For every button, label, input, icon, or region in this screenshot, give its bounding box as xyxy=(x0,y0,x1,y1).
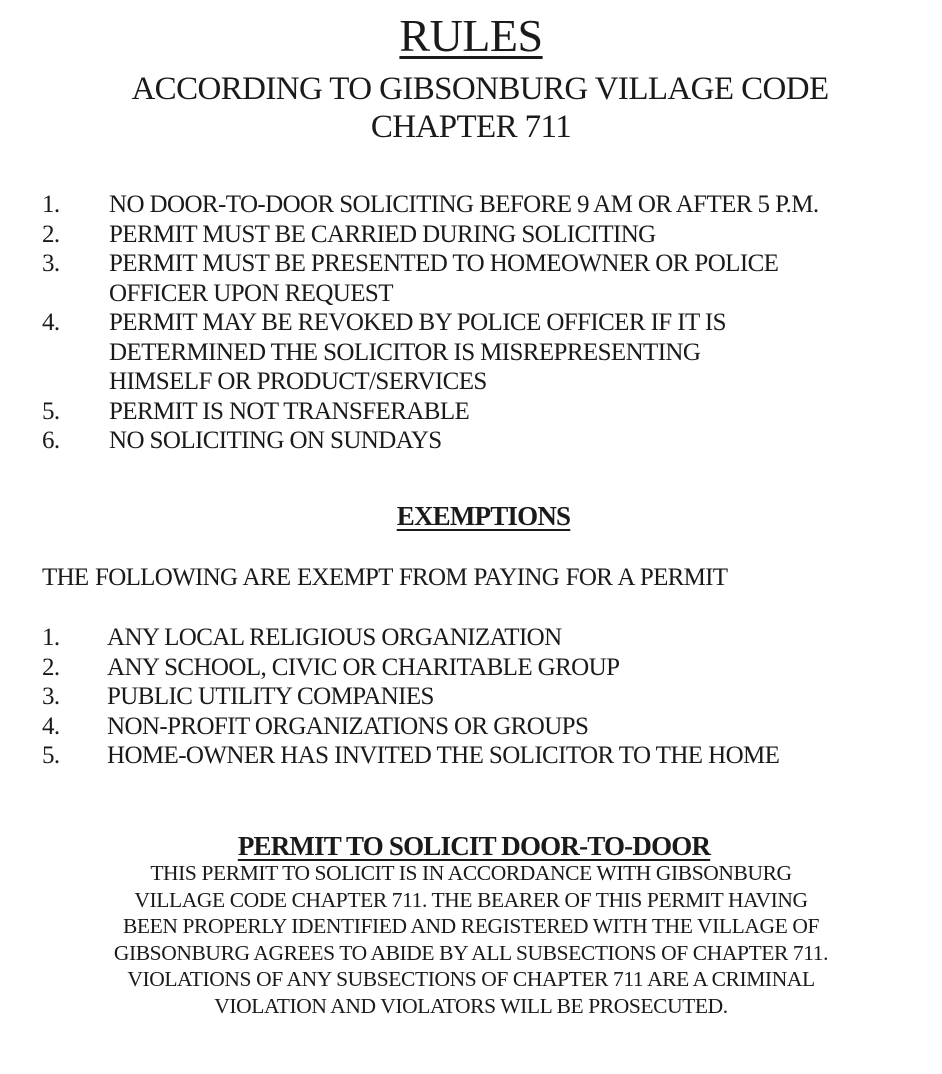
permit-heading-text: PERMIT TO SOLICIT DOOR-TO-DOOR xyxy=(237,831,711,861)
permit-line: THIS PERMIT TO SOLICIT IS IN ACCORDANCE WITH GIBSONBURG xyxy=(150,861,792,885)
exemption-number: 4. xyxy=(42,712,60,740)
exemptions-list xyxy=(42,623,907,771)
rule-item xyxy=(42,190,909,220)
exemption-item xyxy=(42,653,907,683)
rule-item xyxy=(42,397,909,427)
rule-text: NO SOLICITING ON SUNDAYS xyxy=(109,427,442,454)
page-title xyxy=(0,10,942,62)
permit-statement xyxy=(40,860,902,1019)
rule-text: PERMIT IS NOT TRANSFERABLE xyxy=(109,397,470,425)
exemption-text: PUBLIC UTILITY COMPANIES xyxy=(107,683,434,710)
rule-item xyxy=(42,220,909,250)
title-text: RULES xyxy=(399,10,543,61)
exemption-text: NON-PROFIT ORGANIZATIONS OR GROUPS xyxy=(107,712,589,740)
exemption-text: HOME-OWNER HAS INVITED THE SOLICITOR TO THE HOME xyxy=(107,742,780,769)
rule-text: PERMIT MUST BE PRESENTED TO HOMEOWNER OR POLICE OFFICER UPON REQUEST xyxy=(109,250,779,307)
rule-number: 2. xyxy=(42,220,60,248)
exemption-number: 3. xyxy=(42,683,60,710)
exemptions-heading xyxy=(25,500,942,532)
rule-number: 4. xyxy=(42,309,60,336)
rule-number: 5. xyxy=(42,397,60,425)
permit-heading xyxy=(6,830,942,862)
rule-item xyxy=(42,426,909,456)
exemption-number: 5. xyxy=(42,742,60,769)
permit-line: VIOLATIONS OF ANY SUBSECTIONS OF CHAPTER 711 ARE A CRIMINAL xyxy=(127,967,815,991)
rule-text: PERMIT MUST BE CARRIED DURING SOLICITING xyxy=(109,220,656,248)
rule-text: NO DOOR-TO-DOOR SOLICITING BEFORE 9 AM OR AFTER 5 P.M. xyxy=(109,191,819,218)
exemptions-intro: THE FOLLOWING ARE EXEMPT FROM PAYING FOR A PERMIT xyxy=(42,564,728,591)
exemption-item xyxy=(42,712,907,742)
rule-number: 1. xyxy=(42,191,60,218)
rule-number: 6. xyxy=(42,427,60,454)
exemptions-heading-text: EXEMPTIONS xyxy=(396,501,571,531)
permit-line: BEEN PROPERLY IDENTIFIED AND REGISTERED WITH THE VILLAGE OF xyxy=(122,914,820,938)
permit-line: VIOLATION AND VIOLATORS WILL BE PROSECUTED. xyxy=(214,993,728,1018)
exemption-number: 1. xyxy=(42,624,60,651)
exemption-number: 2. xyxy=(42,653,60,681)
subtitle-line-1: ACCORDING TO GIBSONBURG VILLAGE CODE xyxy=(131,71,829,107)
rule-item xyxy=(42,308,909,397)
exemption-item xyxy=(42,741,907,771)
rule-number: 3. xyxy=(42,250,60,277)
permit-line: GIBSONBURG AGREES TO ABIDE BY ALL SUBSECTIONS OF CHAPTER 711. xyxy=(113,940,829,965)
rule-item xyxy=(42,249,909,308)
rules-list xyxy=(42,190,909,456)
permit-line: VILLAGE CODE CHAPTER 711. THE BEARER OF THIS PERMIT HAVING xyxy=(134,887,808,912)
exemption-item xyxy=(42,682,907,712)
exemption-item xyxy=(42,623,907,653)
subtitle-line-2: CHAPTER 711 xyxy=(370,109,572,145)
exemption-text: ANY SCHOOL, CIVIC OR CHARITABLE GROUP xyxy=(107,653,620,681)
rule-text: PERMIT MAY BE REVOKED BY POLICE OFFICER IF IT IS DETERMINED THE SOLICITOR IS MISREPRESENTING HIMSELF OR PRODUCT/SERVICES xyxy=(109,309,726,395)
exemption-text: ANY LOCAL RELIGIOUS ORGANIZATION xyxy=(107,624,562,651)
